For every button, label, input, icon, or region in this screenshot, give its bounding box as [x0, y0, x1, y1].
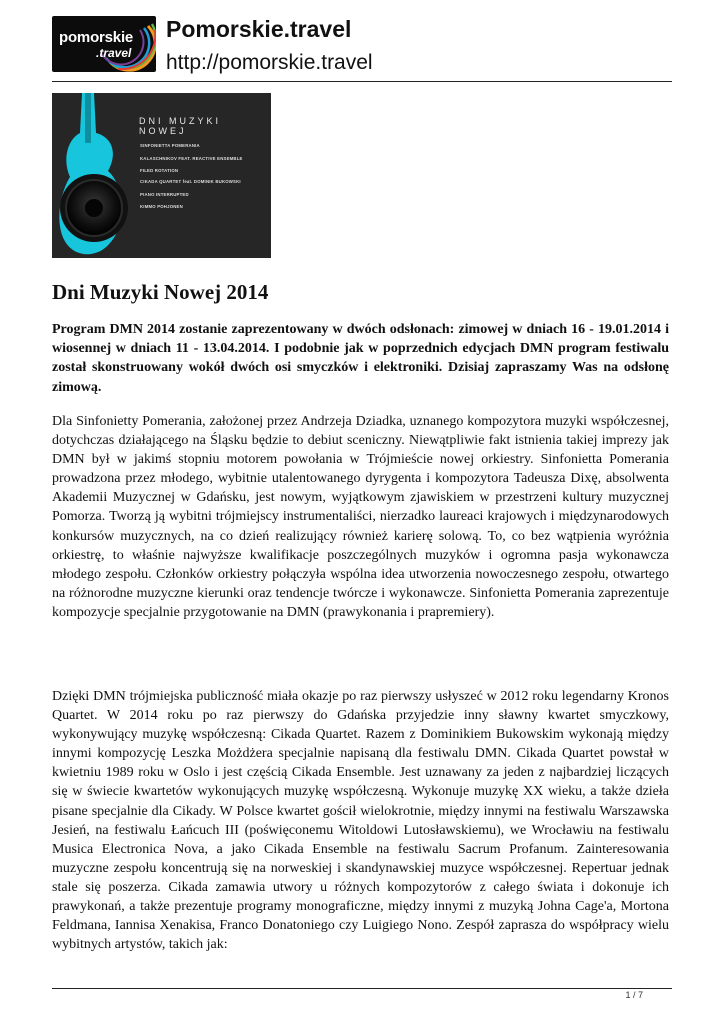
article-title: Dni Muzyki Nowej 2014 — [52, 280, 269, 304]
article-lead: Program DMN 2014 zostanie zaprezentowany w dwóch odsłonach: zimowej w dniach 16 - 19.01.2014 i wiosennej w dniach 11 - 13.04.2014. I podobnie jak w poprzednich edycjach DMN program festiwalu został skonstruowany wokół dwóch osi smyczków i elektroniki. Dzisiaj zapraszamy Was na odsłonę zimową. — [52, 322, 669, 395]
event-poster — [52, 93, 271, 258]
footer-divider — [52, 988, 672, 989]
lineup-item: CIKADA QUARTET feat. DOMINIK BUKOWSKI — [140, 179, 241, 185]
site-url[interactable]: http://pomorskie.travel — [166, 51, 373, 74]
article-paragraph: Dla Sinfonietty Pomerania, założonej przez Andrzeja Dziadka, uznanego kompozytora muzyki współczesnej, dotychczas działającego na Śląsku będzie to debiut sceniczny. Niewątpliwie fakt istnienia takiej imprezy jak DMN był w jakimś stopniu motorem powołania w Trójmieście nowej orkiestry. Sinfonietta Pomerania prowadzona przez młodego, wybitnie utalentowanego dyrygenta i kompozytora Tadeusza Dixę, absolwenta Akademii Muzycznej w Gdańsku, jest nowym, wyjątkowym zjawiskiem w przestrzeni kultury muzycznej Pomorza. Tworzą ją wybitni trójmiejscy instrumentaliści, nierzadko laureaci krajowych i międzynarodowych konkursów muzycznych, na co dzień realizujący również karierę solową. To, co bez wątpienia wyróżnia orkiestrę, to właśnie najwyższe kwalifikacje poszczególnych muzyków i ogromna pasja wykonawcza młodego zespołu. Członków orkiestry połączyła wspólna idea utworzenia nowoczesnego zespołu, otwartego na różnorodne muzyczne kierunki oraz tendencje twórcze i wykonawcze. Sinfonietta Pomerania zaprezentuje kompozycje specjalnie przygotowanie na DMN (prawykonania i prapremiery). — [52, 414, 669, 620]
lineup-item: SINFONIETTA POMERANIA — [140, 143, 200, 148]
poster-lineup — [140, 140, 243, 214]
site-logo[interactable] — [52, 16, 156, 72]
logo-text: pomorskie — [59, 29, 134, 46]
header-divider — [52, 81, 672, 82]
lineup-item: KIMMO POHJONEN — [140, 204, 183, 210]
lineup-item: FILED ROTATION — [140, 168, 179, 174]
page-number: 1 / 7 — [625, 990, 643, 1000]
article-paragraph: Dzięki DMN trójmiejska publiczność miała okazje po raz pierwszy usłyszeć w 2012 roku legendarny Kronos Quartet. W 2014 roku po raz pierwszy do Gdańska przyjedzie inny sławny kwartet smyczkowy, wykonywujący muzykę współczesną: Cikada Quartet. Razem z Dominikiem Bukowskim wykonają między innymi kompozycję Leszka Możdżera specjalnie napisaną dla festiwalu DMN. Cikada Quartet powstał w kwietniu 1989 roku w Oslo i jest częścią Cikada Ensemble. Jest uznawany za jeden z najbardziej liczących się w świecie kwartetów wykonujących muzykę współczesną. Wykonuje muzykę XX wieku, a także dzieła pisane specjalnie dla Cikady. W Polsce kwartet gościł wielokrotnie, między innymi na festiwalu Warszawska Jesień, na festiwalu Łańcuch III (poświęconemu Witoldowi Lutosławskiemu), we Wrocławiu na festiwalu Musica Electronica Nova, a jako Cikada Ensemble na festiwalu Sacrum Profanum. Zainteresowania muzyczne zespołu koncentrują się na norweskiej i skandynawskiej muzyce współczesnej. Repertuar jednak stale się poszerza. Cikada zamawia utwory u różnych kompozytorów z całego świata i dokonuje ich prawykonań, a także prezentuje programy monograficzne, między innymi z muzyką Johna Cage'a, Mortona Feldmana, Iannisa Xenakisa, Franco Donatoniego czy Luigiego Nono. Zespół zaprasza do współpracy wielu wybitnych artystów, takich jak: — [52, 689, 669, 953]
lineup-item: KALASCHNIKOV FEAT. REACTIVE ENSEMBLE — [140, 155, 243, 161]
logo-subtext: .travel — [96, 46, 132, 60]
site-name: Pomorskie.travel — [166, 16, 352, 42]
poster-title: DNI MUZYKI NOWEJ — [139, 116, 222, 136]
lineup-item: PIANO INTERRUPTED — [140, 191, 189, 197]
